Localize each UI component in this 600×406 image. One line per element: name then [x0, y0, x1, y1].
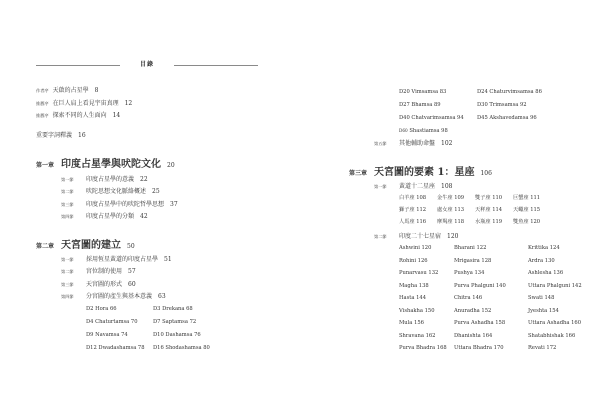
entry-text: 其他輔助命盤	[399, 140, 436, 147]
toc-entry-glossary[interactable]	[36, 132, 86, 140]
nakshatra-entry[interactable]: Anuradha 152	[454, 307, 492, 314]
varga-entry[interactable]: D30 Trimsamsa 92	[477, 102, 527, 108]
section-number: 第一節	[374, 184, 387, 189]
section-number: 第四節	[61, 214, 74, 219]
nakshatra-entry[interactable]: Mrigasira 128	[454, 257, 492, 264]
sign-entry[interactable]: 天蠍座 115	[513, 207, 541, 213]
page-number: 16	[78, 132, 86, 139]
toc-entry[interactable]	[61, 256, 172, 264]
section-number: 第四節	[61, 294, 74, 299]
toc-entry[interactable]	[61, 293, 166, 301]
entry-text: 印度占星學的意義	[86, 176, 135, 183]
page-number: 12	[124, 100, 133, 107]
varga-entry[interactable]: D12 Dwadashamsa 78	[86, 345, 145, 351]
nakshatra-entry[interactable]: Punarvasu 132	[399, 270, 439, 276]
toc-entry[interactable]	[61, 201, 178, 209]
entry-text: 吠陀思想文化脈絡概述	[86, 188, 147, 195]
nakshatra-entry[interactable]: Shravana 162	[399, 332, 436, 339]
entry-text: 分宮圖的產生與基本意義	[86, 293, 153, 300]
page-number: 63	[158, 293, 166, 300]
entry-text: 天宮圖的形式	[86, 281, 123, 288]
page-number: 108	[441, 183, 453, 190]
page-number: 50	[127, 243, 135, 250]
varga-entry[interactable]: D4 Chaturtamsa 70	[86, 319, 138, 325]
varga-entry[interactable]: D24 Chaturvimsamsa 86	[477, 89, 542, 95]
page-number: 22	[140, 176, 148, 183]
varga-entry[interactable]: D40 Chatvarimsamsa 94	[399, 115, 464, 121]
chapter-1-heading[interactable]	[36, 156, 175, 172]
nakshatra-entry[interactable]: Mula 156	[399, 320, 424, 326]
sign-entry[interactable]: 天秤座 114	[475, 207, 503, 213]
nakshatra-entry[interactable]: Ardra 130	[528, 257, 555, 264]
nakshatra-entry[interactable]: Bharani 122	[454, 245, 487, 251]
chapter-3-heading[interactable]	[349, 164, 492, 180]
nakshatra-entry[interactable]: Hasta 144	[399, 295, 427, 301]
nakshatra-entry[interactable]: Swati 148	[528, 295, 555, 301]
page-number: 102	[441, 140, 453, 147]
sign-entry[interactable]: 獅子座 112	[399, 207, 427, 213]
page-number: 57	[128, 268, 136, 275]
section-number: 第二節	[61, 269, 74, 274]
sign-entry[interactable]: 人馬座 116	[399, 219, 427, 225]
section-number: 第二節	[374, 234, 387, 239]
varga-entry[interactable]: D3 Drekana 68	[153, 306, 193, 312]
chapter-title: 天宮圖的建立	[61, 240, 121, 251]
toc-entry[interactable]	[61, 268, 136, 276]
entry-text: 宮位制的使用	[86, 268, 123, 275]
entry-text: 印度二十七星宿	[399, 233, 442, 240]
chapter-number: 第三章	[349, 170, 368, 177]
toc-header	[36, 60, 258, 70]
page-number: 14	[112, 112, 121, 119]
nakshatra-entry[interactable]: Krittika 124	[528, 245, 560, 251]
toc-entry[interactable]	[36, 87, 98, 95]
sign-entry[interactable]: 雙子座 110	[475, 195, 503, 201]
chapter-number: 第二章	[36, 243, 55, 250]
preface-tag: 推薦序	[36, 113, 49, 118]
page-number: 20	[167, 162, 175, 169]
page-number: 60	[128, 281, 136, 288]
varga-entry[interactable]: D9 Navamsa 74	[86, 332, 128, 338]
chapter-number: 第一章	[36, 162, 55, 169]
chapter-title: 天宮圖的要素 1：星座	[374, 167, 475, 178]
chapter-title: 印度占星學與吠陀文化	[61, 159, 161, 170]
toc-entry[interactable]	[61, 213, 148, 221]
toc-title: 目錄	[139, 61, 154, 68]
nakshatra-entry[interactable]: Revati 172	[528, 345, 557, 351]
nakshatra-entry[interactable]: Pushya 134	[454, 270, 485, 276]
nakshatra-entry[interactable]: Chitra 146	[454, 295, 483, 301]
varga-list-left	[86, 305, 233, 352]
entry-text: 在巨人肩上看見宇宙真理	[52, 100, 119, 107]
nakshatra-list	[399, 244, 598, 352]
varga-entry[interactable]: D27 Bhamsa 89	[399, 102, 441, 108]
sign-entry[interactable]: 白羊座 108	[399, 195, 427, 201]
varga-text: Shastiamsa 98	[409, 128, 448, 134]
nakshatra-entry[interactable]: Purva Bhadra 168	[399, 345, 447, 351]
page-number: 8	[94, 87, 99, 94]
nakshatra-entry[interactable]: Purva Ashadha 158	[454, 320, 506, 326]
page-number: 37	[170, 201, 178, 208]
page-number: 120	[447, 233, 459, 240]
sign-entry[interactable]: 金牛座 109	[437, 195, 465, 201]
nakshatra-entry[interactable]: Uttara Bhadra 170	[454, 345, 504, 351]
toc-entry[interactable]	[36, 100, 132, 108]
sign-entry[interactable]: 巨蟹座 111	[513, 195, 541, 201]
toc-entry[interactable]	[374, 140, 452, 148]
sign-entry[interactable]: 水瓶座 119	[475, 219, 503, 225]
varga-entry[interactable]: D20 Vimsamsa 83	[399, 89, 447, 95]
nakshatra-entry[interactable]: Jyeshta 154	[528, 307, 559, 314]
varga-entry[interactable]: D7 Saptamsa 72	[153, 319, 197, 325]
varga-entry[interactable]: D10 Dashamsa 76	[153, 332, 201, 338]
entry-text: 黃道十二星座	[399, 183, 436, 190]
entry-text: 印度占星學中的吠陀哲學思想	[86, 201, 165, 208]
section-number: 第二節	[61, 189, 74, 194]
sign-entry[interactable]: 雙魚座 120	[513, 219, 541, 225]
nakshatra-entry[interactable]: Shatabhishak 166	[528, 332, 576, 339]
nakshatra-entry[interactable]: Vishakha 150	[399, 307, 435, 314]
page-number: 42	[140, 213, 148, 220]
varga-entry-d60[interactable]	[399, 127, 448, 135]
page-number: 106	[480, 170, 492, 177]
section-number: 第五節	[374, 141, 387, 146]
sign-entry[interactable]: 摩羯座 118	[437, 219, 465, 225]
title-rule-right	[174, 65, 258, 66]
chapter-2-heading[interactable]	[36, 237, 135, 253]
nakshatra-entry[interactable]: Dhanishta 164	[454, 332, 493, 339]
nakshatra-entry[interactable]: Uttara Ashadha 160	[528, 320, 582, 326]
page-number: 51	[164, 256, 172, 263]
varga-list-right	[399, 88, 567, 122]
preface-tag: 推薦序	[36, 101, 49, 106]
varga-entry[interactable]: D16 Shodashamsa 80	[153, 345, 210, 351]
toc-entry[interactable]	[61, 188, 160, 196]
section-number: 第三節	[61, 202, 74, 207]
zodiac-sign-list	[399, 194, 553, 226]
varga-entry[interactable]: D2 Hora 66	[86, 306, 117, 312]
toc-entry[interactable]	[61, 281, 136, 289]
nakshatra-entry[interactable]: Ashwini 120	[399, 245, 432, 251]
nakshatra-entry[interactable]: Purva Phalguni 140	[454, 282, 506, 289]
toc-entry[interactable]	[36, 112, 120, 120]
entry-text: 探索不同的人生面向	[52, 112, 107, 119]
varga-abbr: D60	[399, 128, 408, 133]
page-number: 25	[152, 188, 160, 195]
entry-text: 天啟的占星學	[52, 87, 89, 94]
toc-entry[interactable]	[374, 233, 458, 241]
preface-tag: 作者序	[36, 88, 49, 93]
varga-entry[interactable]: D45 Akshavedamsa 96	[477, 115, 537, 121]
toc-entry[interactable]	[61, 176, 148, 184]
section-number: 第一節	[61, 257, 74, 262]
nakshatra-entry[interactable]: Magha 138	[399, 282, 429, 289]
section-number: 第一節	[61, 177, 74, 182]
nakshatra-entry[interactable]: Uttara Phalguni 142	[528, 282, 582, 289]
nakshatra-entry[interactable]: Rohini 126	[399, 257, 428, 264]
sign-entry[interactable]: 處女座 113	[437, 207, 465, 213]
nakshatra-entry[interactable]: Ashlesha 136	[528, 270, 564, 276]
section-number: 第三節	[61, 282, 74, 287]
entry-text: 印度占星學的分類	[86, 213, 135, 220]
toc-entry[interactable]	[374, 183, 452, 191]
entry-text: 採用恆星黃道的印度占星學	[86, 256, 159, 263]
entry-text: 重要字詞釋義	[36, 132, 73, 139]
